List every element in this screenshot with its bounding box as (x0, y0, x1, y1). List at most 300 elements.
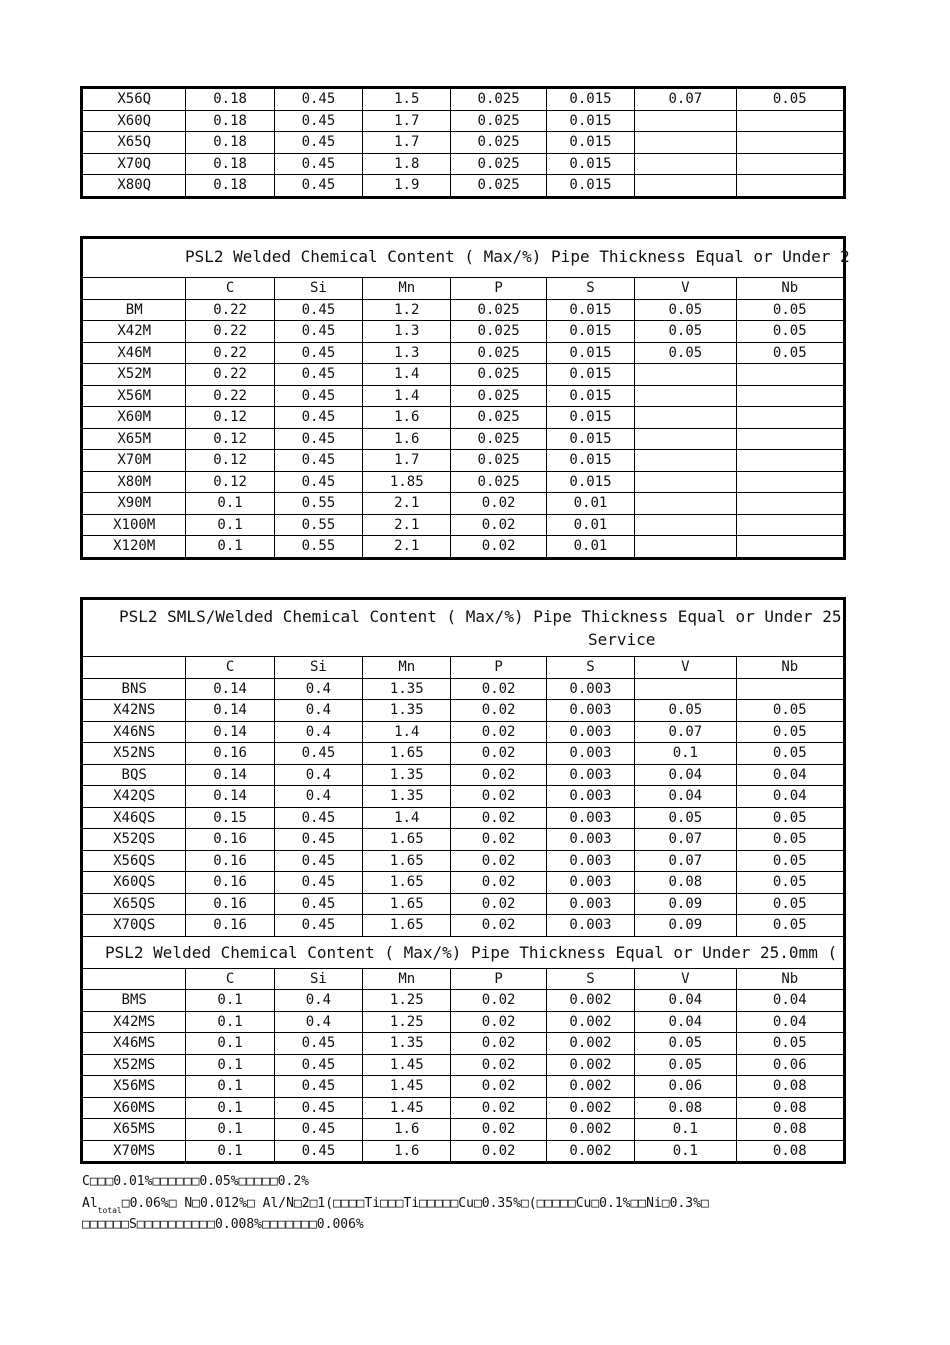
value-cell (635, 110, 736, 132)
table-row (82, 990, 845, 1012)
note-al-sub: total (97, 1206, 122, 1215)
value-cell: 0.015 (546, 385, 634, 407)
value-cell: 1.35 (363, 700, 451, 722)
table-row (82, 321, 845, 343)
value-cell: 0.025 (451, 321, 546, 343)
value-cell: 0.14 (186, 721, 274, 743)
value-cell: 0.015 (546, 299, 634, 321)
value-cell: 0.015 (546, 321, 634, 343)
value-cell: 0.02 (451, 678, 546, 700)
note-sulfur: □□□□□□S□□□□□□□□□□0.008%□□□□□□□0.006% (82, 1217, 364, 1232)
header-cell: Si (274, 968, 362, 990)
value-cell: 0.45 (274, 450, 362, 472)
table-row (82, 700, 845, 722)
grade-cell: X80Q (82, 175, 186, 198)
grade-cell: X52M (82, 364, 186, 386)
grade-cell: X60Q (82, 110, 186, 132)
value-cell: 0.02 (451, 893, 546, 915)
value-cell: 0.16 (186, 872, 274, 894)
value-cell: 0.05 (635, 321, 736, 343)
table-row (82, 764, 845, 786)
value-cell: 0.05 (736, 1033, 844, 1055)
header-cell: C (186, 278, 274, 300)
value-cell (635, 175, 736, 198)
grade-cell: X42NS (82, 700, 186, 722)
value-cell: 0.025 (451, 450, 546, 472)
grade-cell: X90M (82, 493, 186, 515)
value-cell: 0.1 (186, 1140, 274, 1163)
value-cell: 0.45 (274, 1033, 362, 1055)
value-cell: 0.05 (736, 721, 844, 743)
value-cell: 0.08 (736, 1097, 844, 1119)
value-cell: 0.02 (451, 721, 546, 743)
header-cell (82, 657, 186, 679)
value-cell: 0.45 (274, 299, 362, 321)
value-cell: 0.015 (546, 175, 634, 198)
value-cell: 1.6 (363, 428, 451, 450)
value-cell: 0.45 (274, 471, 362, 493)
grade-cell: X65Q (82, 132, 186, 154)
value-cell: 0.45 (274, 342, 362, 364)
value-cell: 0.45 (274, 385, 362, 407)
value-cell: 0.05 (736, 893, 844, 915)
value-cell: 0.09 (635, 893, 736, 915)
value-cell: 0.1 (635, 1119, 736, 1141)
value-cell: 0.04 (635, 1011, 736, 1033)
value-cell: 0.025 (451, 385, 546, 407)
value-cell: 1.5 (363, 88, 451, 111)
table-row (82, 88, 845, 111)
value-cell: 1.65 (363, 872, 451, 894)
value-cell: 0.02 (451, 764, 546, 786)
header-cell: Mn (363, 657, 451, 679)
value-cell: 0.08 (736, 1119, 844, 1141)
header-cell: C (186, 968, 274, 990)
value-cell: 0.015 (546, 364, 634, 386)
value-cell: 0.45 (274, 153, 362, 175)
value-cell: 0.015 (546, 342, 634, 364)
grade-cell: X42QS (82, 786, 186, 808)
grade-cell: X42M (82, 321, 186, 343)
value-cell: 0.4 (274, 786, 362, 808)
value-cell: 0.002 (546, 1097, 634, 1119)
table-row (82, 1119, 845, 1141)
value-cell: 0.45 (274, 110, 362, 132)
value-cell: 0.07 (635, 721, 736, 743)
value-cell: 0.18 (186, 110, 274, 132)
value-cell: 1.65 (363, 829, 451, 851)
value-cell: 2.1 (363, 493, 451, 515)
value-cell: 0.55 (274, 514, 362, 536)
value-cell: 0.002 (546, 1140, 634, 1163)
table-row (82, 110, 845, 132)
value-cell: 1.35 (363, 786, 451, 808)
value-cell (736, 407, 844, 429)
table-row (82, 364, 845, 386)
table-row (82, 132, 845, 154)
value-cell: 1.35 (363, 678, 451, 700)
table-row (82, 407, 845, 429)
value-cell: 0.02 (451, 829, 546, 851)
grade-cell: X70QS (82, 915, 186, 937)
value-cell: 0.05 (736, 807, 844, 829)
value-cell: 0.02 (451, 850, 546, 872)
value-cell: 0.45 (274, 175, 362, 198)
header-cell: P (451, 657, 546, 679)
value-cell (635, 678, 736, 700)
value-cell: 0.05 (635, 700, 736, 722)
value-cell (736, 428, 844, 450)
value-cell: 0.05 (736, 850, 844, 872)
value-cell: 0.45 (274, 132, 362, 154)
value-cell: 0.01 (546, 493, 634, 515)
value-cell: 0.025 (451, 407, 546, 429)
value-cell: 1.65 (363, 915, 451, 937)
value-cell: 0.02 (451, 536, 546, 559)
value-cell: 1.6 (363, 1140, 451, 1163)
value-cell: 0.55 (274, 536, 362, 559)
value-cell: 0.025 (451, 428, 546, 450)
value-cell: 0.12 (186, 471, 274, 493)
value-cell (736, 471, 844, 493)
value-cell: 0.025 (451, 88, 546, 111)
value-cell: 0.003 (546, 850, 634, 872)
table-row (82, 721, 845, 743)
value-cell (635, 450, 736, 472)
value-cell: 0.01 (546, 536, 634, 559)
table-title (82, 238, 850, 278)
value-cell: 0.16 (186, 829, 274, 851)
value-cell: 0.04 (736, 764, 844, 786)
value-cell: 0.015 (546, 132, 634, 154)
value-cell (635, 364, 736, 386)
value-cell: 0.003 (546, 893, 634, 915)
header-cell: S (546, 657, 634, 679)
value-cell: 0.16 (186, 850, 274, 872)
value-cell: 0.18 (186, 175, 274, 198)
value-cell: 0.4 (274, 721, 362, 743)
value-cell: 0.06 (635, 1076, 736, 1098)
header-row (82, 968, 845, 990)
grade-cell: X70M (82, 450, 186, 472)
value-cell: 1.2 (363, 299, 451, 321)
value-cell (736, 385, 844, 407)
table-row (82, 678, 845, 700)
value-cell (635, 493, 736, 515)
table-psl2-sour-service (80, 597, 846, 1164)
grade-cell: X52QS (82, 829, 186, 851)
value-cell: 0.05 (635, 1054, 736, 1076)
value-cell: 0.02 (451, 493, 546, 515)
value-cell: 0.04 (635, 786, 736, 808)
value-cell: 0.02 (451, 1140, 546, 1163)
value-cell: 0.4 (274, 990, 362, 1012)
value-cell: 0.12 (186, 407, 274, 429)
value-cell: 0.14 (186, 678, 274, 700)
value-cell: 0.05 (736, 342, 844, 364)
table-row (82, 1054, 845, 1076)
value-cell: 1.45 (363, 1054, 451, 1076)
value-cell: 0.003 (546, 786, 634, 808)
value-cell: 0.02 (451, 872, 546, 894)
table-row (82, 493, 845, 515)
value-cell: 0.22 (186, 299, 274, 321)
table-row (82, 872, 845, 894)
grade-cell: BMS (82, 990, 186, 1012)
table-row (82, 450, 845, 472)
table-psl2-welded (80, 236, 850, 560)
table-row (82, 153, 845, 175)
value-cell: 0.02 (451, 1011, 546, 1033)
value-cell: 0.05 (736, 299, 844, 321)
value-cell: 0.025 (451, 299, 546, 321)
value-cell: 0.1 (186, 990, 274, 1012)
value-cell: 0.45 (274, 829, 362, 851)
value-cell: 1.65 (363, 743, 451, 765)
value-cell: 0.4 (274, 1011, 362, 1033)
table-row (82, 1097, 845, 1119)
table-row (82, 915, 845, 937)
table-row (82, 1140, 845, 1163)
value-cell: 1.6 (363, 407, 451, 429)
value-cell (736, 678, 844, 700)
value-cell: 0.002 (546, 990, 634, 1012)
value-cell: 0.015 (546, 428, 634, 450)
grade-cell: X56MS (82, 1076, 186, 1098)
value-cell: 1.7 (363, 132, 451, 154)
table-row (82, 1076, 845, 1098)
value-cell: 0.12 (186, 428, 274, 450)
grade-cell: X42MS (82, 1011, 186, 1033)
value-cell: 1.7 (363, 450, 451, 472)
value-cell: 0.002 (546, 1119, 634, 1141)
value-cell: 0.07 (635, 829, 736, 851)
value-cell: 1.7 (363, 110, 451, 132)
value-cell (736, 153, 844, 175)
value-cell: 0.02 (451, 807, 546, 829)
value-cell: 0.003 (546, 743, 634, 765)
table-row (82, 514, 845, 536)
value-cell: 0.002 (546, 1011, 634, 1033)
value-cell: 0.025 (451, 364, 546, 386)
value-cell: 0.05 (635, 342, 736, 364)
value-cell: 0.4 (274, 764, 362, 786)
value-cell: 0.45 (274, 88, 362, 111)
value-cell: 0.015 (546, 88, 634, 111)
value-cell: 0.05 (736, 321, 844, 343)
value-cell: 0.45 (274, 872, 362, 894)
value-cell: 0.45 (274, 1119, 362, 1141)
table-row (82, 893, 845, 915)
value-cell: 0.45 (274, 915, 362, 937)
table-row (82, 471, 845, 493)
value-cell: 0.1 (186, 1011, 274, 1033)
value-cell: 1.35 (363, 764, 451, 786)
value-cell: 0.1 (186, 1097, 274, 1119)
note-al-rest: □0.06%□ N□0.012%□ Al/N□2□1(□□□□Ti□□□Ti□□□□□Cu□0.35%□(□□□□□Cu□0.1%□□Ni□0.3%□ (121, 1196, 709, 1211)
value-cell: 0.05 (736, 829, 844, 851)
value-cell: 0.18 (186, 132, 274, 154)
value-cell: 0.1 (635, 743, 736, 765)
value-cell: 0.1 (186, 536, 274, 559)
table-row (82, 385, 845, 407)
value-cell: 0.05 (635, 1033, 736, 1055)
value-cell: 0.1 (186, 1076, 274, 1098)
value-cell: 0.07 (635, 88, 736, 111)
value-cell: 0.18 (186, 88, 274, 111)
table-row (82, 299, 845, 321)
value-cell (736, 132, 844, 154)
value-cell: 0.003 (546, 700, 634, 722)
value-cell: 0.08 (736, 1076, 844, 1098)
value-cell: 0.22 (186, 342, 274, 364)
value-cell: 1.6 (363, 1119, 451, 1141)
value-cell: 0.06 (736, 1054, 844, 1076)
header-cell: Mn (363, 968, 451, 990)
value-cell: 0.05 (736, 700, 844, 722)
value-cell: 1.85 (363, 471, 451, 493)
value-cell: 0.4 (274, 678, 362, 700)
table-title-line1: PSL2 SMLS/Welded Chemical Content ( Max/%) Pipe Thickness Equal or Under 25 (119, 607, 842, 626)
value-cell: 0.025 (451, 132, 546, 154)
grade-cell: X46MS (82, 1033, 186, 1055)
grade-cell: BNS (82, 678, 186, 700)
value-cell: 0.002 (546, 1076, 634, 1098)
grade-cell: X120M (82, 536, 186, 559)
grade-cell: X65QS (82, 893, 186, 915)
value-cell: 0.003 (546, 721, 634, 743)
value-cell: 0.025 (451, 471, 546, 493)
value-cell (635, 514, 736, 536)
value-cell: 0.015 (546, 407, 634, 429)
value-cell: 0.015 (546, 110, 634, 132)
table-title-line2: Service (588, 630, 656, 649)
value-cell: 0.015 (546, 450, 634, 472)
value-cell: 0.14 (186, 764, 274, 786)
value-cell: 1.25 (363, 990, 451, 1012)
value-cell: 0.08 (635, 1097, 736, 1119)
value-cell: 0.02 (451, 990, 546, 1012)
value-cell: 0.45 (274, 321, 362, 343)
grade-cell: X46M (82, 342, 186, 364)
table-row (82, 175, 845, 198)
grade-cell: X60MS (82, 1097, 186, 1119)
value-cell: 0.18 (186, 153, 274, 175)
value-cell: 0.015 (546, 471, 634, 493)
grade-cell: X70MS (82, 1140, 186, 1163)
grade-cell: X65MS (82, 1119, 186, 1141)
grade-cell: X80M (82, 471, 186, 493)
value-cell: 0.02 (451, 1054, 546, 1076)
value-cell: 1.8 (363, 153, 451, 175)
value-cell: 0.05 (736, 915, 844, 937)
value-cell: 0.003 (546, 764, 634, 786)
header-row (82, 657, 845, 679)
header-cell: Nb (736, 278, 844, 300)
value-cell: 0.015 (546, 153, 634, 175)
table-row (82, 807, 845, 829)
grade-cell: X46NS (82, 721, 186, 743)
subtable-title-text: PSL2 Welded Chemical Content ( Max/%) Pipe Thickness Equal or Under 25.0mm ( (105, 942, 838, 962)
value-cell: 0.025 (451, 153, 546, 175)
value-cell: 0.003 (546, 678, 634, 700)
value-cell: 0.02 (451, 743, 546, 765)
table-q-grades (80, 86, 846, 199)
grade-cell: X60M (82, 407, 186, 429)
table-row (82, 428, 845, 450)
grade-cell: X52NS (82, 743, 186, 765)
value-cell: 2.1 (363, 514, 451, 536)
value-cell (635, 407, 736, 429)
value-cell: 1.35 (363, 1033, 451, 1055)
header-cell: P (451, 278, 546, 300)
value-cell (736, 110, 844, 132)
grade-cell: X56Q (82, 88, 186, 111)
value-cell: 1.3 (363, 342, 451, 364)
value-cell: 0.12 (186, 450, 274, 472)
value-cell: 0.45 (274, 1054, 362, 1076)
value-cell: 0.55 (274, 493, 362, 515)
table-row (82, 829, 845, 851)
value-cell (635, 536, 736, 559)
grade-cell: X65M (82, 428, 186, 450)
grade-cell: BM (82, 299, 186, 321)
value-cell (635, 428, 736, 450)
header-cell (82, 278, 186, 300)
value-cell: 0.02 (451, 786, 546, 808)
value-cell: 2.1 (363, 536, 451, 559)
value-cell: 0.002 (546, 1033, 634, 1055)
value-cell: 0.45 (274, 1097, 362, 1119)
value-cell: 0.08 (736, 1140, 844, 1163)
value-cell: 0.025 (451, 110, 546, 132)
grade-cell: BQS (82, 764, 186, 786)
value-cell: 0.45 (274, 364, 362, 386)
value-cell: 0.05 (736, 872, 844, 894)
value-cell: 0.1 (186, 1119, 274, 1141)
value-cell: 0.02 (451, 700, 546, 722)
value-cell: 0.04 (635, 990, 736, 1012)
value-cell: 0.02 (451, 1119, 546, 1141)
header-cell: V (635, 657, 736, 679)
value-cell: 0.45 (274, 428, 362, 450)
value-cell: 0.16 (186, 893, 274, 915)
value-cell (736, 536, 844, 559)
subtable-title (82, 936, 845, 968)
subtable-title-row (82, 936, 845, 968)
value-cell: 0.025 (451, 342, 546, 364)
value-cell (736, 364, 844, 386)
value-cell: 0.02 (451, 1097, 546, 1119)
table-row (82, 1011, 845, 1033)
value-cell: 0.45 (274, 1076, 362, 1098)
value-cell (736, 450, 844, 472)
grade-cell: X56M (82, 385, 186, 407)
value-cell: 0.45 (274, 743, 362, 765)
value-cell: 1.65 (363, 850, 451, 872)
header-cell: V (635, 968, 736, 990)
value-cell: 1.25 (363, 1011, 451, 1033)
value-cell: 0.04 (635, 764, 736, 786)
value-cell: 0.02 (451, 1033, 546, 1055)
value-cell: 1.9 (363, 175, 451, 198)
table-title (82, 599, 845, 657)
value-cell: 0.14 (186, 700, 274, 722)
value-cell: 0.05 (736, 88, 844, 111)
value-cell: 0.22 (186, 321, 274, 343)
header-cell: S (546, 278, 634, 300)
value-cell: 0.05 (736, 743, 844, 765)
